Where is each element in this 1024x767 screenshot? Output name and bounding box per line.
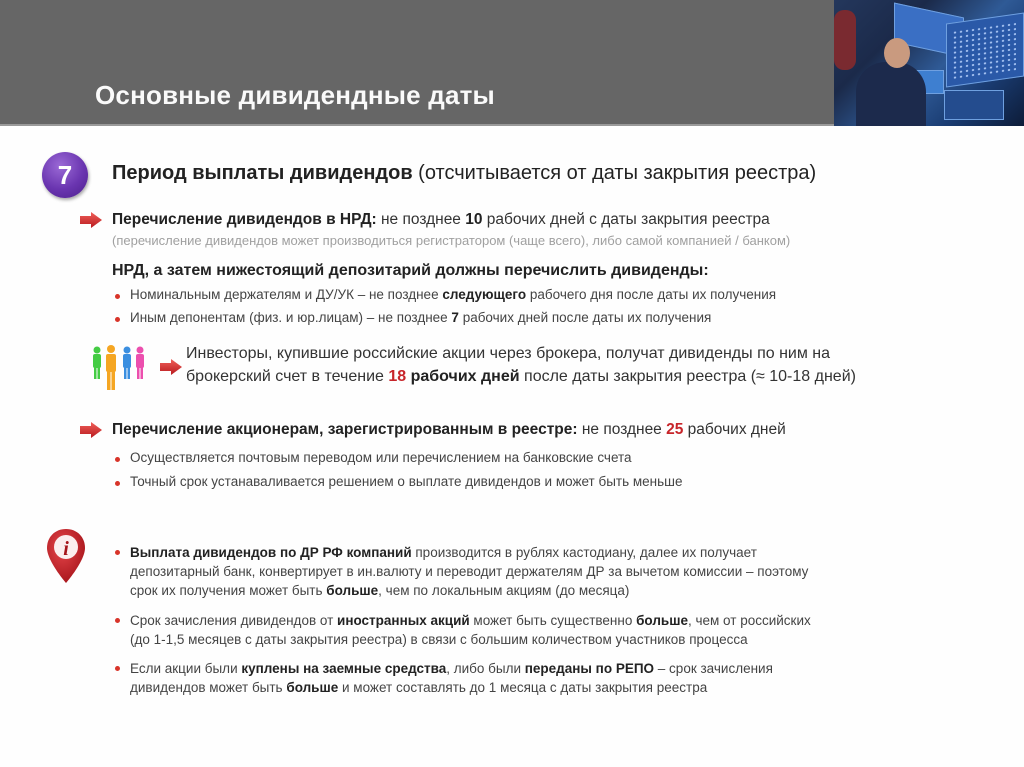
info-text: срок их получения может быть xyxy=(130,583,327,598)
bullet-bold: 7 xyxy=(451,310,459,325)
depository-bullet xyxy=(112,310,711,325)
info-bullet xyxy=(112,659,773,697)
info-bullet xyxy=(112,543,808,600)
info-text: – срок зачисления xyxy=(654,661,773,676)
people-group-icon xyxy=(89,345,149,391)
registry-bullet: Осуществляется почтовым переводом или перечислением на банковские счета xyxy=(112,450,632,465)
nrd-transfer-note: (перечисление дивидендов может производиться регистратором (чаще всего), либо самой компанией / банком) xyxy=(112,233,791,248)
investors-line-2 xyxy=(186,368,856,386)
stock-exchange-photo xyxy=(834,0,1024,126)
nrd-transfer-days: 10 xyxy=(465,211,483,228)
registry-transfer-label: Перечисление акционерам, зарегистрированным в реестре: xyxy=(112,421,578,438)
slide-header xyxy=(0,0,1024,126)
investors-text: после даты закрытия реестра (≈ 10-18 дней) xyxy=(519,368,856,385)
info-text: Если акции были xyxy=(130,661,242,676)
bullet-text: Иным депонентам (физ. и юр.лицам) – не позднее xyxy=(130,310,452,325)
info-bold: больше xyxy=(636,613,688,628)
nrd-transfer-text: рабочих дней с даты закрытия реестра xyxy=(482,211,770,228)
red-arrow-icon xyxy=(80,212,102,228)
svg-text:i: i xyxy=(63,538,69,560)
info-text: , чем по локальным акциям (до месяца) xyxy=(378,583,630,598)
info-bold: Выплата дивидендов по ДР РФ компаний xyxy=(130,545,412,560)
section-heading-rest: (отсчитывается от даты закрытия реестра) xyxy=(412,162,817,184)
section-heading-bold: Период выплаты дивидендов xyxy=(112,162,413,184)
registry-transfer-line xyxy=(112,421,786,439)
info-text: дивидендов может быть xyxy=(130,680,287,695)
registry-transfer-text: не позднее xyxy=(577,421,667,438)
registry-transfer-days: 25 xyxy=(666,421,684,438)
bullet-bold: следующего xyxy=(442,287,527,302)
photo-person xyxy=(834,10,856,70)
depository-bullet xyxy=(112,287,776,302)
bullet-text: рабочих дней после даты их получения xyxy=(458,310,712,325)
info-text: , чем от российских xyxy=(687,613,811,628)
nrd-transfer-text: не позднее xyxy=(376,211,466,228)
info-text: (до 1-1,5 месяцев с даты закрытия реестра) в связи с большим количеством участников процесса xyxy=(130,632,748,647)
registry-transfer-text: рабочих дней xyxy=(683,421,786,438)
info-text: и может составлять до 1 месяца с даты закрытия реестра xyxy=(338,680,708,695)
info-bold: куплены на заемные средства xyxy=(241,661,447,676)
info-pin-icon xyxy=(46,528,86,584)
photo-trader-head xyxy=(884,38,910,68)
step-number-badge: 7 xyxy=(42,152,88,198)
depository-heading: НРД, а затем нижестоящий депозитарий должны перечислить дивиденды: xyxy=(112,262,709,279)
info-text: депозитарный банк, конвертирует в ин.валюту и переводит держателям ДР за вычетом комиссии – поэтому xyxy=(130,564,809,579)
photo-monitor xyxy=(944,90,1004,120)
red-arrow-icon xyxy=(160,359,182,375)
photo-trader-body xyxy=(856,62,926,126)
info-text: , либо были xyxy=(446,661,525,676)
investors-days-number: 18 xyxy=(388,368,407,385)
info-text: может быть существенно xyxy=(469,613,637,628)
slide-title: Основные дивидендные даты xyxy=(95,80,495,110)
info-bold: больше xyxy=(326,583,379,598)
red-arrow-icon xyxy=(80,422,102,438)
bullet-text: Номинальным держателям и ДУ/УК – не позднее xyxy=(130,287,443,302)
photo-ticker-board xyxy=(952,22,1016,81)
investors-text: брокерский счет в течение xyxy=(186,368,389,385)
investors-line-1: Инвесторы, купившие российские акции через брокера, получат дивиденды по ним на xyxy=(186,345,831,362)
registry-bullet: Точный срок устанаваливается решением о выплате дивидендов и может быть меньше xyxy=(112,474,683,489)
nrd-transfer-label: Перечисление дивидендов в НРД: xyxy=(112,211,377,228)
info-bold: иностранных акций xyxy=(337,613,470,628)
investors-days-label: рабочих дней xyxy=(406,368,520,385)
bullet-text: рабочего дня после даты их получения xyxy=(526,287,777,302)
info-bold: больше xyxy=(286,680,339,695)
info-bold: переданы по РЕПО xyxy=(524,661,655,676)
info-bullet xyxy=(112,611,811,649)
nrd-transfer-line xyxy=(112,211,770,229)
section-heading xyxy=(112,162,816,185)
info-text: производится в рублях кастодиану, далее их получает xyxy=(411,545,757,560)
info-text: Срок зачисления дивидендов от xyxy=(130,613,338,628)
